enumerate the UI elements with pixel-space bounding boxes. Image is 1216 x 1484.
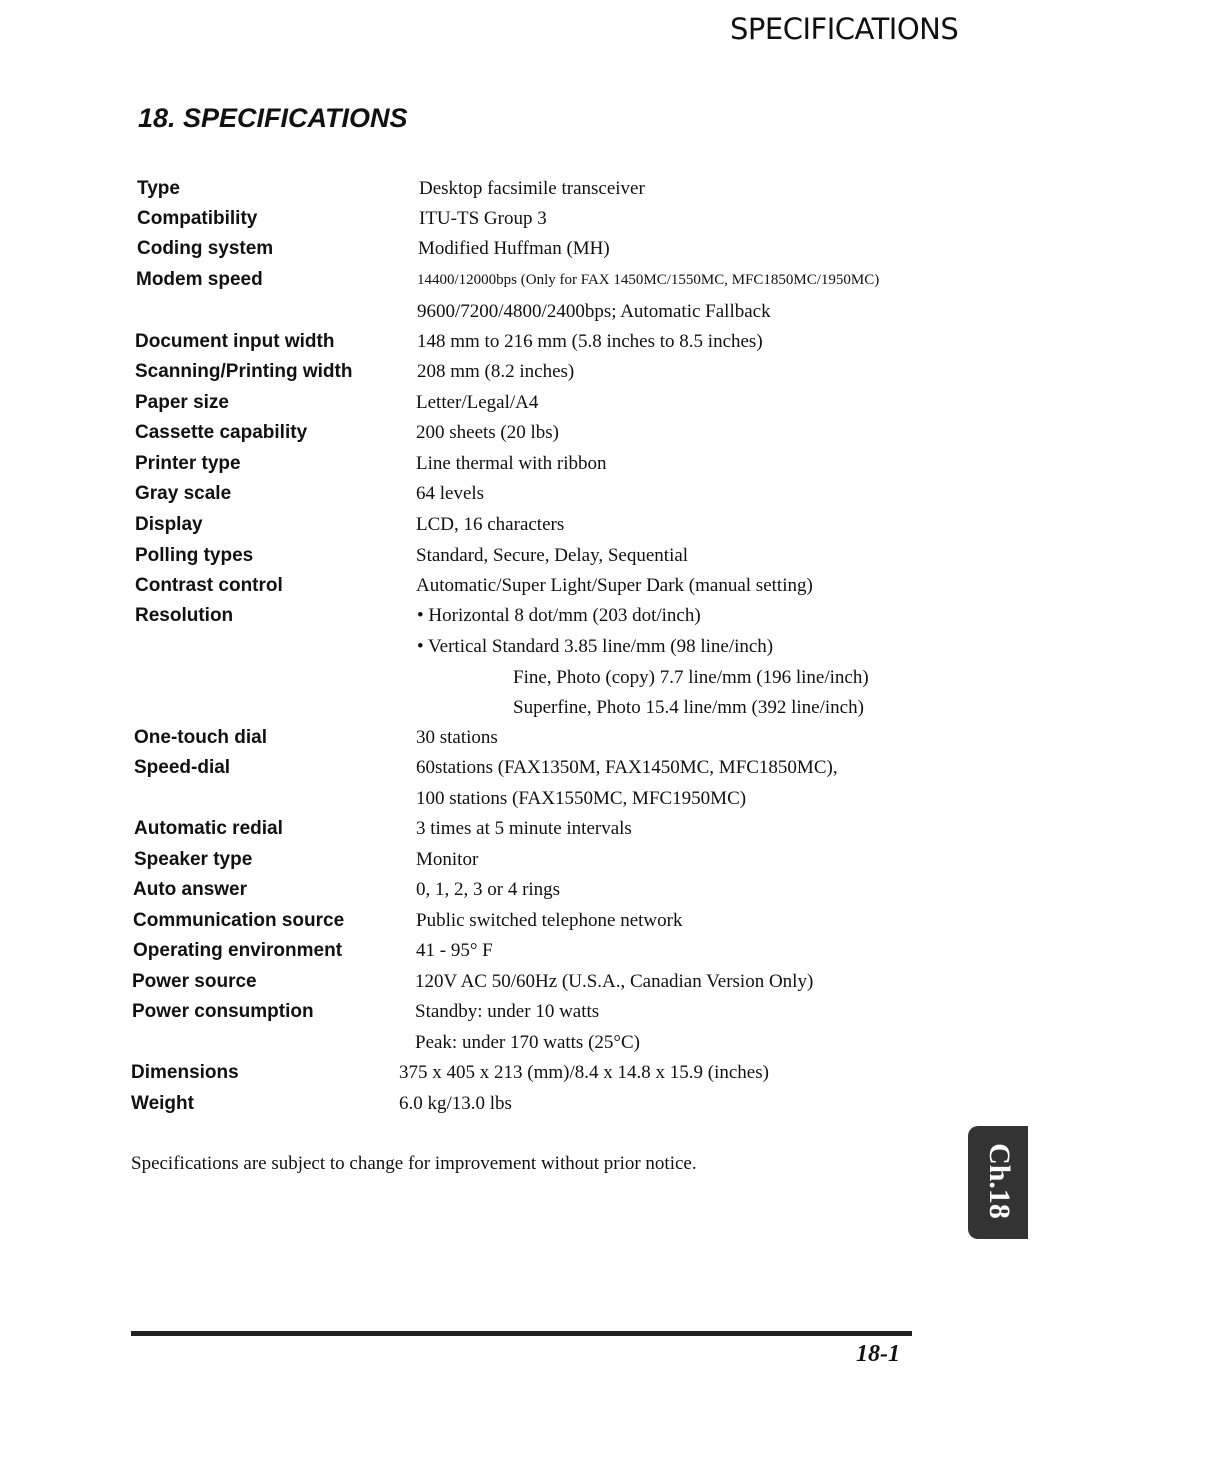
spec-label: Automatic redial	[134, 818, 283, 839]
spec-value: 60stations (FAX1350M, FAX1450MC, MFC1850MC),	[416, 757, 838, 778]
bottom-rule	[131, 1331, 912, 1336]
spec-value: ITU-TS Group 3	[419, 208, 547, 229]
spec-value: Letter/Legal/A4	[416, 392, 539, 413]
spec-label: Speed-dial	[134, 757, 231, 778]
spec-label: Power source	[132, 971, 257, 992]
chapter-tab-label: Ch.18	[983, 1143, 1016, 1219]
spec-value: 6.0 kg/13.0 lbs	[399, 1093, 512, 1114]
spec-value: Automatic/Super Light/Super Dark (manual setting)	[416, 575, 813, 596]
footer-note: Specifications are subject to change for improvement without prior notice.	[131, 1153, 697, 1174]
spec-value: 64 levels	[416, 483, 485, 504]
section-title: 18. SPECIFICATIONS	[138, 103, 408, 133]
spec-value: Line thermal with ribbon	[416, 453, 607, 474]
spec-value: 200 sheets (20 lbs)	[416, 422, 560, 443]
spec-label: Power consumption	[132, 1001, 314, 1022]
spec-value: Desktop facsimile transceiver	[419, 178, 645, 199]
running-header: SPECIFICATIONS	[730, 12, 959, 46]
spec-value: Superfine, Photo 15.4 line/mm (392 line/inch)	[513, 697, 864, 718]
spec-value: Peak: under 170 watts (25°C)	[415, 1032, 641, 1053]
spec-label: Speaker type	[134, 849, 253, 870]
spec-value: • Horizontal 8 dot/mm (203 dot/inch)	[417, 605, 701, 626]
spec-value: 208 mm (8.2 inches)	[417, 361, 575, 382]
spec-value: 30 stations	[416, 727, 498, 748]
spec-value: 41 - 95° F	[416, 940, 493, 961]
spec-label: Scanning/Printing width	[135, 361, 353, 382]
spec-value: Fine, Photo (copy) 7.7 line/mm (196 line/inch)	[513, 667, 869, 688]
spec-value: 120V AC 50/60Hz (U.S.A., Canadian Version Only)	[415, 971, 814, 992]
spec-label: Weight	[131, 1093, 194, 1114]
spec-label: Cassette capability	[135, 422, 308, 443]
spec-label: Contrast control	[135, 575, 283, 596]
spec-label: One-touch dial	[134, 727, 267, 748]
spec-label: Operating environment	[133, 940, 343, 961]
spec-label: Coding system	[137, 238, 274, 259]
spec-value: 100 stations (FAX1550MC, MFC1950MC)	[416, 788, 747, 809]
spec-label: Paper size	[135, 392, 229, 413]
spec-label: Auto answer	[133, 879, 248, 900]
spec-label: Dimensions	[131, 1062, 239, 1083]
spec-label: Communication source	[133, 910, 345, 931]
spec-value: 148 mm to 216 mm (5.8 inches to 8.5 inches)	[417, 331, 763, 352]
spec-value: LCD, 16 characters	[416, 514, 565, 535]
spec-value: 0, 1, 2, 3 or 4 rings	[416, 879, 561, 900]
page-number: 18-1	[856, 1341, 900, 1367]
spec-value: • Vertical Standard 3.85 line/mm (98 line/inch)	[417, 636, 774, 657]
spec-label: Display	[135, 514, 203, 535]
spec-value: Public switched telephone network	[416, 910, 683, 931]
spec-label: Polling types	[135, 545, 254, 566]
spec-label: Gray scale	[135, 483, 232, 504]
chapter-tab	[968, 1126, 1028, 1239]
spec-value: Modified Huffman (MH)	[418, 238, 610, 259]
spec-label: Modem speed	[136, 269, 263, 290]
spec-label: Compatibility	[137, 208, 258, 229]
spec-value: 9600/7200/4800/2400bps; Automatic Fallback	[417, 301, 771, 322]
spec-label: Document input width	[135, 331, 335, 352]
spec-value: Monitor	[416, 849, 479, 870]
spec-value: 3 times at 5 minute intervals	[416, 818, 632, 839]
spec-value: Standby: under 10 watts	[415, 1001, 600, 1022]
spec-value: Standard, Secure, Delay, Sequential	[416, 545, 689, 566]
spec-label: Type	[137, 178, 180, 199]
spec-value: 375 x 405 x 213 (mm)/8.4 x 14.8 x 15.9 (inches)	[399, 1062, 769, 1083]
spec-label: Resolution	[135, 605, 234, 626]
spec-label: Printer type	[135, 453, 241, 474]
spec-value: 14400/12000bps (Only for FAX 1450MC/1550MC, MFC1850MC/1950MC)	[417, 272, 880, 288]
